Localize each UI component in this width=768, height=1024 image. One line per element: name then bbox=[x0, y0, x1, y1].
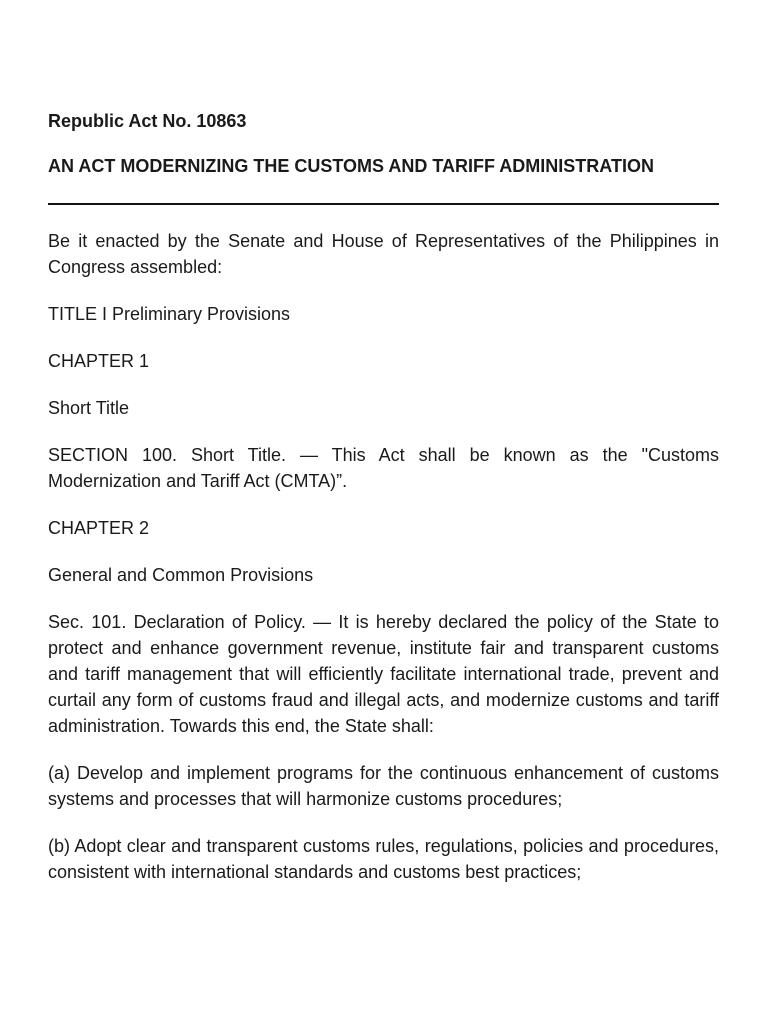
chapter-2-subtitle: General and Common Provisions bbox=[48, 565, 314, 585]
chapter-1-heading: CHAPTER 1 bbox=[48, 351, 150, 371]
policy-item-a: (a) Develop and implement programs for the continuous enhancement of customs systems and processes that will harmonize customs procedures; bbox=[48, 763, 719, 809]
act-title: AN ACT MODERNIZING THE CUSTOMS AND TARIFF ADMINISTRATION bbox=[48, 156, 654, 176]
document-page bbox=[48, 108, 719, 906]
section-101-text: Sec. 101. Declaration of Policy. — It is hereby declared the policy of the State to protect and enhance government revenue, institute fair and transparent customs and tariff management that will efficiently facilitate international trade, prevent and curtail any form of customs fraud and illegal acts, and modernize customs and tariff administration. Towards this end, the State shall: bbox=[48, 612, 719, 736]
title-heading: TITLE I Preliminary Provisions bbox=[48, 304, 291, 324]
chapter-2-heading: CHAPTER 2 bbox=[48, 518, 150, 538]
section-100-text: SECTION 100. Short Title. — This Act shall be known as the "Customs Modernization and Tariff Act (CMTA)”. bbox=[48, 445, 719, 491]
chapter-1-subtitle: Short Title bbox=[48, 398, 130, 418]
title-divider bbox=[48, 203, 719, 205]
enacting-clause: Be it enacted by the Senate and House of Representatives of the Philippines in Congress assembled: bbox=[48, 231, 719, 277]
act-number: Republic Act No. 10863 bbox=[48, 111, 247, 131]
policy-item-b: (b) Adopt clear and transparent customs rules, regulations, policies and procedures, consistent with international standards and customs best practices; bbox=[48, 836, 719, 882]
